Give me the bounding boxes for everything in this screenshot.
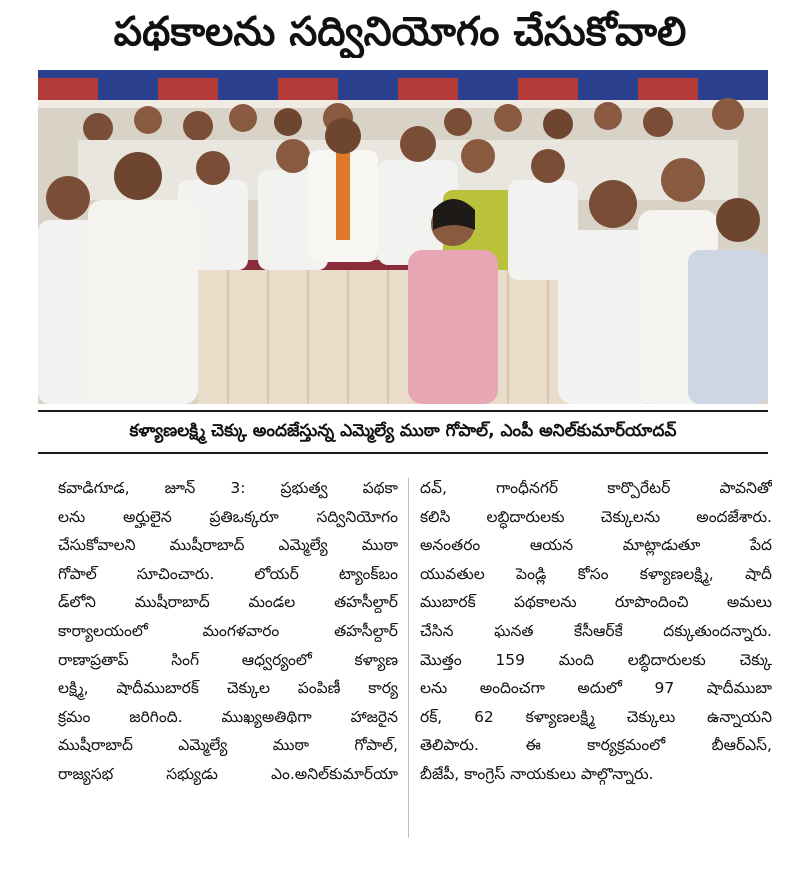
article-line: యువతుల పెండ్లి కోసం కళ్యాణలక్ష్మి, షాదీ [420,564,772,583]
article-line: కవాడిగూడ, జూన్ 3: ప్రభుత్వ పథకా [58,479,398,497]
article-line: కలిసి లబ్ధిదారులకు చెక్కులను అందజేశారు. [420,507,772,526]
table [198,260,578,404]
photo-caption: కళ్యాణలక్ష్మి చెక్కు అందజేస్తున్న ఎమ్మెల్యే ముఠా గోపాల్, ఎంపీ అనిల్‌కుమార్‌యాదవ్ [129,421,677,441]
news-photo [38,70,768,404]
article-line: కార్యాలయంలో మంగళవారం తహసీల్దార్ [58,621,398,640]
article-line: క్రమం జరిగింది. ముఖ్యఅతిథిగా హాజరైన [58,707,398,726]
article-line: డ్‌లోని ముషీరాబాద్ మండల తహసీల్దార్ [58,593,398,612]
article-line: లక్ష్మి, షాదీముబారక్ చెక్కుల పంపిణీ కార్య [58,679,398,698]
article-line: లను అర్హులైన ప్రతిఒక్కరూ సద్వినియోగం [58,507,398,526]
article-line: రాణాప్రతాప్ సింగ్ ఆధ్వర్యంలో కళ్యాణ [58,650,398,669]
headline: పథకాలను సద్వినియోగం చేసుకోవాలి [113,9,687,55]
article-line: తెలిపారు. ఈ కార్యక్రమంలో బీఆర్‌ఎస్, [420,736,772,755]
article-line: ముబారక్ పథకాలను రూపొందించి అమలు [420,593,772,612]
article-line: అనంతరం ఆయన మాట్లాడుతూ పేద [420,536,772,555]
article-line: గోపాల్ సూచించారు. లోయర్ ట్యాంక్‌బం [58,564,398,583]
article-line: రాజ్యసభ సభ్యుడు ఎం.అనిల్‌కుమార్‌యా [58,764,398,783]
article-line: లను అందించగా అదులో 97 షాదీముబా [420,679,772,698]
article-line: చేసిన ఘనత కేసీఆర్‌కే దక్కుతుందన్నారు. [420,621,772,640]
column-divider [408,478,409,838]
article-line: రక్, 62 కళ్యాణలక్ష్మి చెక్కులు ఉన్నాయని [420,707,772,726]
article-line: బీజేపీ, కాంగ్రెస్ నాయకులు పాల్గొన్నారు. [420,764,654,783]
article-line: దవ్, గాంధీనగర్ కార్పొరేటర్ పావనితో [420,479,772,497]
article-line: ముషీరాబాద్ ఎమ్మెల్యే ముఠా గోపాల్, [58,736,398,755]
caption-bottom-rule [38,452,768,454]
article-column-right [420,474,772,844]
article-line: మొత్తం 159 మంది లబ్ధిదారులకు చెక్కు [420,650,772,669]
news-photo-illustration [38,70,768,404]
article-column-left [58,474,398,844]
article-line: చేసుకోవాలని ముషీరాబాద్ ఎమ్మెల్యే ముఠా [58,536,398,555]
tent-canopy [38,70,768,108]
